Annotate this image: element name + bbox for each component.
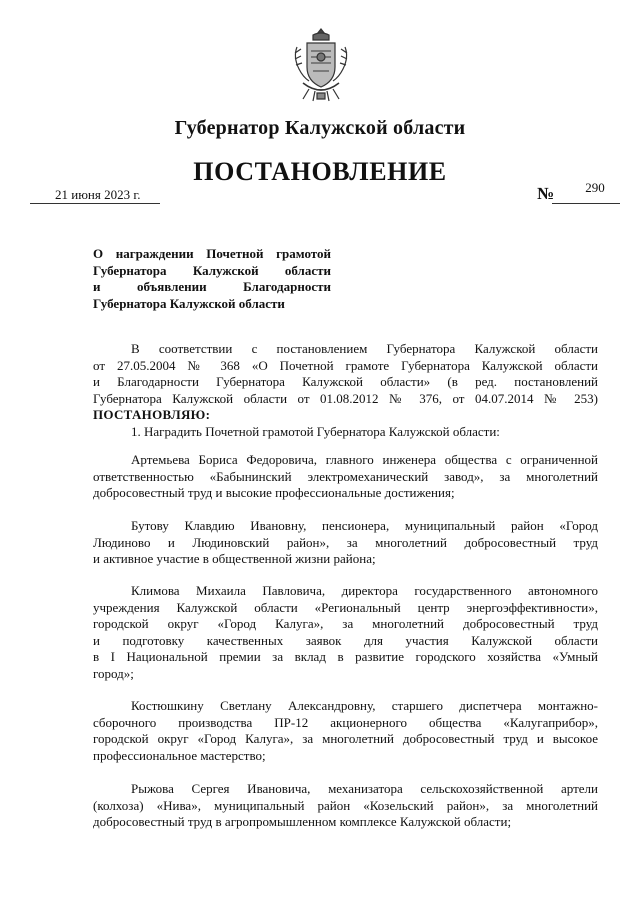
awardee-paragraph [93, 781, 598, 831]
item-1-text: 1. Наградить Почетной грамотой Губернатора Калужской области: [131, 423, 500, 439]
awardee-line: (колхоза) «Нива», муниципальный район «Козельский район», за многолетний [93, 797, 598, 813]
subject-line: Губернатора Калужской области [93, 262, 331, 278]
awardee-line: и активное участие в общественной жизни района; [93, 551, 376, 566]
awardee-line: Людиново и Людиновский район», за многолетний добросовестный труд [93, 534, 598, 550]
coat-of-arms-emblem [291, 27, 351, 103]
awardee-line: ответственностью «Бабынинский электромеханический завод», за многолетний [93, 468, 598, 484]
awardee-paragraph [93, 518, 598, 568]
preamble-line: от 27.05.2004 № 368 «О Почетной грамоте Губернатора Калужской области [93, 357, 598, 373]
awardee-line: городской округ «Город Калуга», за многолетний добросовестный труд [93, 616, 598, 631]
document-number: 290 [585, 180, 605, 195]
awardee-paragraph [93, 583, 598, 682]
awardee-line: Костюшкину Светлану Александровну, старшего диспетчера монтажно- [131, 698, 598, 713]
document-type-heading: ПОСТАНОВЛЕНИЕ [193, 157, 447, 186]
awardee-paragraph [93, 452, 598, 502]
awardee-line: Артемьева Бориса Федоровича, главного инженера общества с ограниченной [131, 452, 598, 467]
awardee-line: и подготовку качественных заявок для участия Калужской области [93, 632, 598, 648]
number-underline [552, 203, 620, 204]
document-subject [93, 246, 331, 312]
awardee-line: добросовестный труд и высокие профессиональные достижения; [93, 485, 455, 500]
awardee-line: в I Национальной премии за вклад в развитие городского хозяйства «Умный [93, 649, 598, 664]
awardee-paragraph [93, 698, 598, 764]
awardee-line: профессиональное мастерство; [93, 747, 266, 763]
awardee-line: добросовестный труд в агропромышленном комплексе Калужской области; [93, 814, 512, 829]
preamble-line: Губернатора Калужской области от 01.08.2012 № 376, от 04.07.2014 № 253) [93, 390, 598, 406]
subject-line: О награждении Почетной грамотой [93, 246, 331, 261]
awardee-line: сборочного производства ПР-12 акционерного общества «Калугаприбор», [93, 714, 598, 730]
awardee-line: город»; [93, 665, 134, 681]
awardee-line: Рыжова Сергея Ивановича, механизатора сельскохозяйственной артели [131, 781, 598, 796]
number-label: № [537, 184, 555, 203]
preamble-line: В соответствии с постановлением Губернатора Калужской области [131, 341, 598, 356]
date-underline [30, 203, 160, 204]
awardee-line: Бутову Клавдию Ивановну, пенсионера, муниципальный район «Город [131, 518, 598, 533]
authority-title: Губернатор Калужской области [174, 117, 466, 139]
awardee-line: Климова Михаила Павловича, директора государственного автономного [131, 583, 598, 598]
preamble-line: и Благодарности Губернатора Калужской области» (в ред. постановлений [93, 374, 598, 389]
document-date: 21 июня 2023 г. [55, 187, 141, 202]
subject-line: и объявлении Благодарности [93, 279, 331, 294]
decree-word: ПОСТАНОВЛЯЮ: [93, 407, 211, 422]
awardee-line: городской округ «Город Калуга», за многолетний добросовестный труд и высокое [93, 731, 598, 746]
subject-line: Губернатора Калужской области [93, 295, 285, 311]
preamble-paragraph [93, 341, 598, 440]
awardee-line: учреждения Калужской области «Региональный центр энергоэффективности», [93, 599, 598, 615]
